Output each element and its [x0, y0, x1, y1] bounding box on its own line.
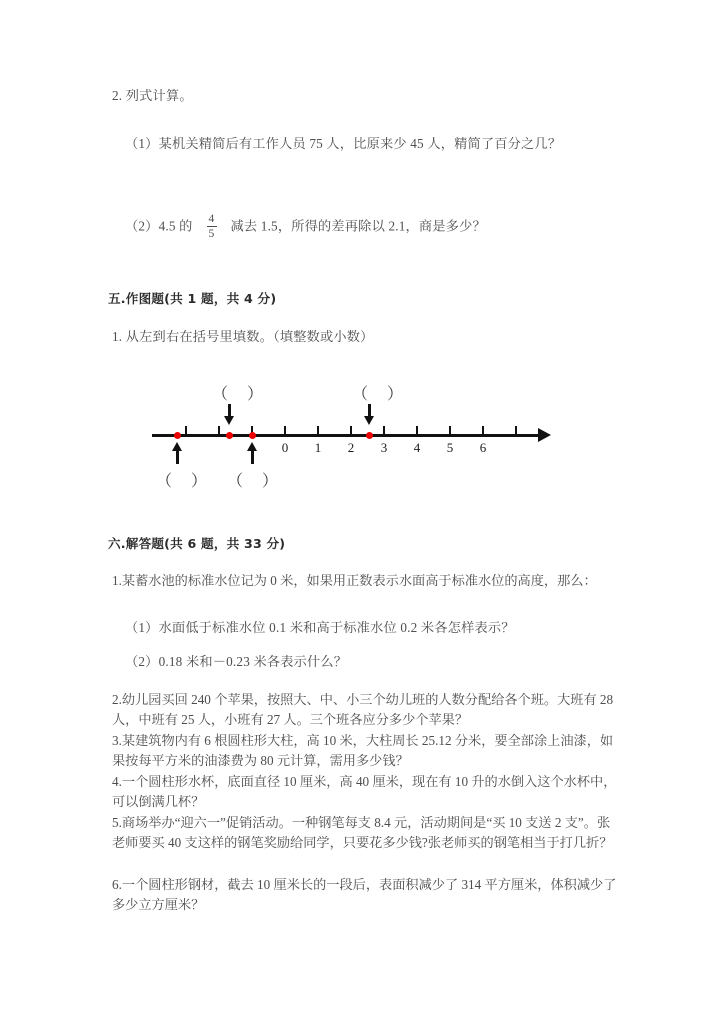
problem-6-text: 一个圆柱形钢材，截去 10 厘米长的一段后，表面积减少了 314 平方厘米，体积减少了多少立方厘米？	[112, 877, 617, 913]
blank-close-paren[interactable]: ）	[247, 386, 264, 403]
axis-tick	[185, 426, 187, 435]
axis-tick	[383, 426, 385, 435]
problem-3-text: 某建筑物内有 6 根圆柱形大柱，高 10 米，大柱周长 25.12 分米，要全部涂上油漆，如果按每平方米的油漆费为 80 元计算，需用多少钱？	[112, 733, 614, 769]
axis-label-5: 5	[446, 440, 454, 455]
axis-tick	[449, 426, 451, 435]
problem-2-text: 幼儿园买回 240 个苹果，按照大、中、小三个幼儿班的人数分配给各个班。大班有 28 人，中班有 25 人，小班有 27 人。三个班各应分多少个苹果？	[112, 692, 614, 728]
blank-open-paren[interactable]: （	[352, 386, 369, 403]
problem-2	[112, 690, 620, 730]
computation-item-2-label: （2）	[125, 218, 159, 234]
fraction-bar	[207, 226, 217, 227]
blank-close-paren[interactable]: ）	[191, 473, 208, 490]
problem-1-stem	[112, 571, 618, 591]
problem-1-number: 1.	[112, 573, 122, 588]
problem-4-text: 一个圆柱形水杯，底面直径 10 厘米，高 40 厘米，现在有 10 升的水倒入这个水杯中，可以倒满几杯？	[112, 774, 617, 810]
axis-label-1: 1	[314, 440, 322, 455]
axis-tick	[317, 426, 319, 435]
axis-label-4: 4	[413, 440, 421, 455]
down-arrow-icon	[224, 404, 235, 426]
marker-dot	[366, 432, 373, 439]
problem-4	[112, 772, 620, 812]
number-line-figure	[0, 382, 720, 502]
marker-dot	[249, 432, 256, 439]
blank-close-paren[interactable]: ）	[387, 386, 404, 403]
problem-2-number: 2.	[112, 692, 122, 707]
marker-dot	[226, 432, 233, 439]
computation-item-2-prefix: 4.5 的	[158, 218, 193, 234]
problem-4-number: 4.	[112, 774, 122, 789]
section-five-question: 1. 从左到右在括号里填数。（填整数或小数）	[112, 329, 374, 344]
axis-tick	[284, 426, 286, 435]
axis-label-2: 2	[347, 440, 355, 455]
marker-dot	[174, 432, 181, 439]
problem-6-number: 6.	[112, 877, 122, 892]
problem-1-stem-text: 某蓄水池的标准水位记为 0 米，如果用正数表示水面高于标准水位的高度，那么：	[121, 573, 597, 588]
axis-tick	[350, 426, 352, 435]
axis-tick	[218, 426, 220, 435]
axis-tick	[416, 426, 418, 435]
problem-3-number: 3.	[112, 733, 122, 748]
fraction-denominator: 5	[208, 228, 215, 241]
axis-label-0: 0	[281, 440, 289, 455]
section-five-heading: 五.作图题(共 1 题，共 4 分)	[108, 291, 277, 306]
fraction-four-fifths	[207, 213, 217, 240]
computation-item-1	[112, 134, 625, 154]
computation-item-2	[112, 214, 625, 241]
problem-5-number: 5.	[112, 815, 122, 830]
blank-open-paren[interactable]: （	[227, 473, 244, 490]
problem-6	[112, 875, 620, 915]
blank-close-paren[interactable]: ）	[262, 473, 279, 490]
computation-item-2-suffix: 减去 1.5，所得的差再除以 2.1，商是多少？	[230, 218, 486, 234]
computation-item-1-text: 某机关精简后有工作人员 75 人，比原来少 45 人，精简了百分之几？	[158, 136, 562, 151]
axis-tick	[515, 426, 517, 435]
down-arrow-icon	[364, 404, 375, 426]
axis-tick	[482, 426, 484, 435]
computation-item-1-label: （1）	[125, 136, 159, 151]
up-arrow-icon	[247, 442, 258, 464]
problem-3	[112, 731, 620, 771]
axis-arrowhead-icon	[538, 428, 551, 442]
fraction-numerator: 4	[208, 213, 215, 225]
blank-open-paren[interactable]: （	[212, 386, 229, 403]
problem-5-text: 商场举办“迎六一”促销活动。一种钢笔每支 8.4 元，活动期间是“买 10 支送 2 支”。张老师要买 40 支这样的钢笔奖励给同学，只要花多少钱?张老师买的钢笔相当于打几折？	[112, 815, 613, 851]
section-six-heading: 六.解答题(共 6 题，共 33 分)	[108, 536, 286, 551]
problem-1-sub-1: （1）水面低于标准水位 0.1 米和高于标准水位 0.2 米各怎样表示？	[125, 620, 515, 635]
problem-1-sub-2: （2）0.18 米和－0.23 米各表示什么？	[125, 654, 348, 669]
problem-5	[112, 813, 620, 853]
up-arrow-icon	[172, 442, 183, 464]
blank-open-paren[interactable]: （	[156, 473, 173, 490]
computation-heading: 2. 列式计算。	[112, 88, 193, 103]
axis-label-3: 3	[380, 440, 388, 455]
axis-label-6: 6	[479, 440, 487, 455]
